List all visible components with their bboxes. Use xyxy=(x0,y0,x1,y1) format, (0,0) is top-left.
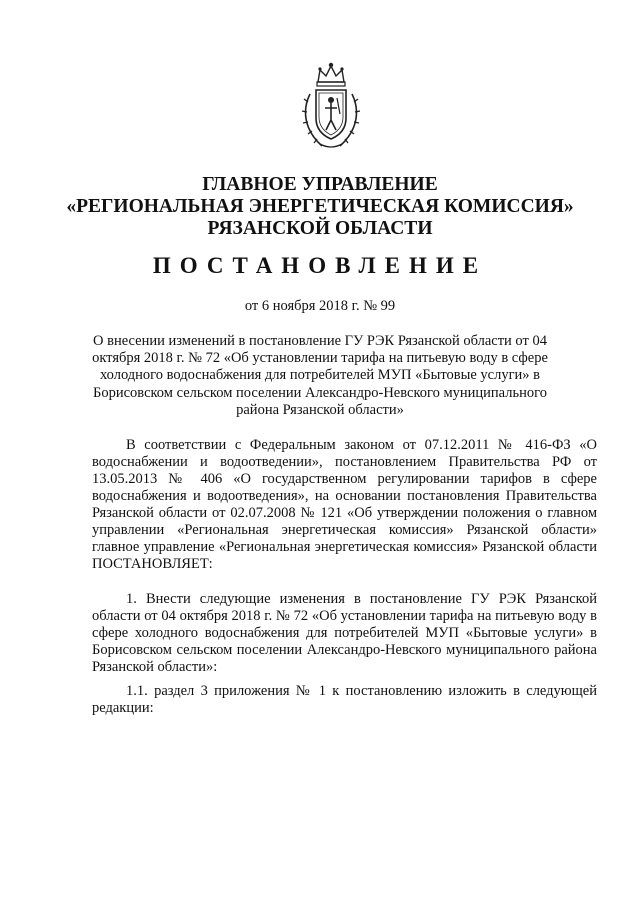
preamble-paragraph: В соответствии с Федеральным законом от 07.12.2011 № 416-ФЗ «О водоснабжении и водоотведении», постановлением Правительства РФ от 13.05.2013 № 406 «О государственном регулировании тарифов в сфере водоснабжения и водоотведения», на основании постановления Правительства Рязанской области от 02.07.2008 № 121 «Об утверждении положения о главном управлении «Региональная энергетическая комиссия» Рязанской области» главное управление «Региональная энергетическая комиссия» Рязанской области ПОСТАНОВЛЯЕТ: xyxy=(92,437,597,572)
item-1-1-paragraph: 1.1. раздел 3 приложения № 1 к постановлению изложить в следующей редакции: xyxy=(92,683,597,716)
item-1-paragraph: 1. Внести следующие изменения в постановление ГУ РЭК Рязанской области от 04 октября 2018 г. № 72 «Об установлении тарифа на питьевую воду в сфере холодного водоснабжения для потребителей МУП «Бытовые услуги» в Борисовском сельском поселении Александро-Невского муниципального района Рязанской области»: xyxy=(92,591,597,675)
organization-name-line-2: «РЕГИОНАЛЬНАЯ ЭНЕРГЕТИЧЕСКАЯ КОМИССИЯ» xyxy=(66,196,574,217)
document-date-number: от 6 ноября 2018 г. № 99 xyxy=(244,298,396,314)
organization-name-line-1: ГЛАВНОЕ УПРАВЛЕНИЕ xyxy=(202,174,438,195)
document-type-title: ПОСТАНОВЛЕНИЕ xyxy=(152,253,488,278)
organization-name-line-3: РЯЗАНСКОЙ ОБЛАСТИ xyxy=(207,218,433,239)
document-subject: О внесении изменений в постановление ГУ РЭК Рязанской области от 04 октября 2018 г. № 72 «Об установлении тарифа на питьевую воду в сфере холодного водоснабжения для потребителей МУП «Бытовые услуги» в Борисовском сельском поселении Александро-Невского муниципального района Рязанской области» xyxy=(92,333,548,418)
coat-of-arms-icon xyxy=(300,60,362,152)
